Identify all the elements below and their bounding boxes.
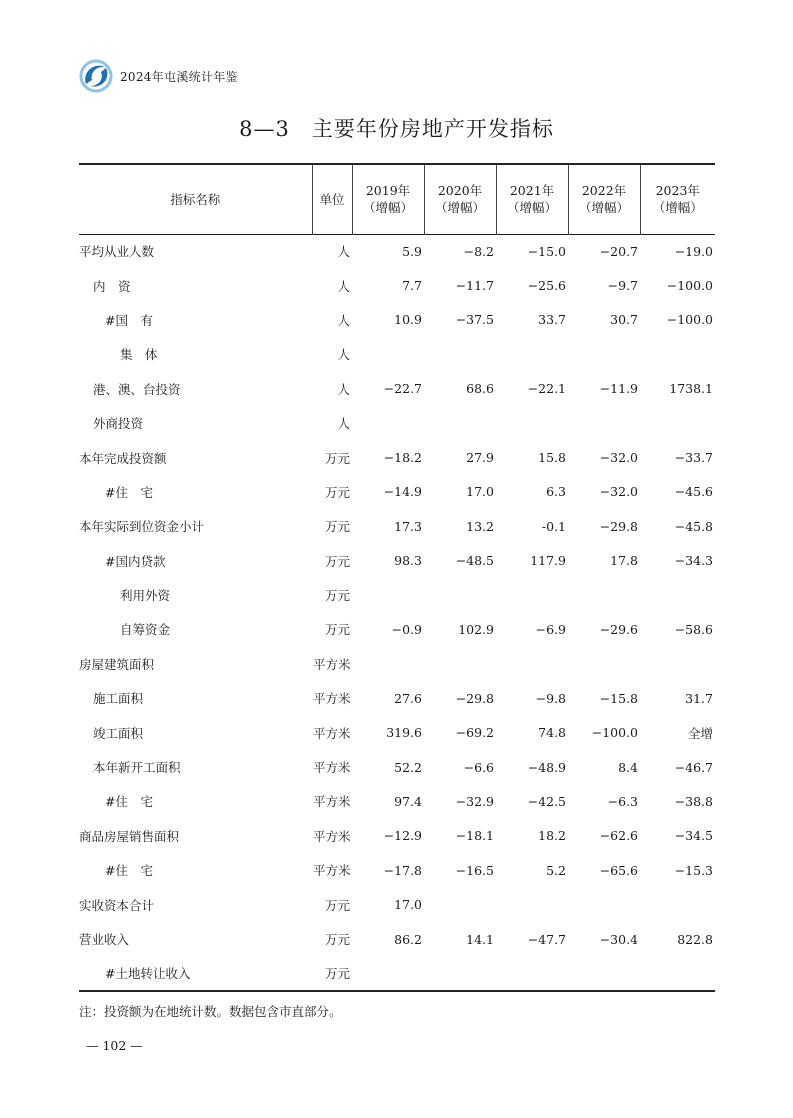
value-cell: −6.6 xyxy=(463,759,494,775)
indicator-name: 平均从业人数 xyxy=(79,244,155,260)
indicator-name: 自筹资金 xyxy=(120,622,171,638)
yearbook-title: 2024年屯溪统计年鉴 xyxy=(120,69,238,84)
value-cell: −29.8 xyxy=(455,690,494,706)
value-cell xyxy=(424,647,496,681)
indicator-name: 本年完成投资额 xyxy=(79,450,167,466)
table-row xyxy=(79,372,715,406)
indicator-name: 集 体 xyxy=(120,347,158,363)
value-cell: −9.8 xyxy=(535,690,566,706)
indicator-name: #住 宅 xyxy=(105,863,153,879)
indicator-name: 内 资 xyxy=(93,278,131,294)
value-cell: −32.0 xyxy=(599,450,638,466)
value-cell: 14.1 xyxy=(466,931,494,947)
value-cell: −11.7 xyxy=(455,278,494,294)
value-cell: −19.0 xyxy=(674,243,713,259)
column-header xyxy=(424,164,496,234)
value-cell: −15.3 xyxy=(674,862,713,878)
value-cell: 68.6 xyxy=(466,381,494,397)
value-cell: −65.6 xyxy=(599,862,638,878)
value-cell xyxy=(352,578,424,612)
value-cell xyxy=(568,956,640,990)
value-cell xyxy=(424,578,496,612)
indicator-unit: 万元 xyxy=(324,588,350,604)
value-cell: 33.7 xyxy=(538,312,566,328)
indicator-name: #国 有 xyxy=(105,312,153,328)
indicator-unit: 万元 xyxy=(324,519,350,535)
indicator-unit: 平方米 xyxy=(313,760,351,776)
column-header-label: 2020年 xyxy=(437,183,483,199)
indicator-name: 本年新开工面积 xyxy=(93,760,181,776)
value-cell xyxy=(496,887,568,921)
table-row xyxy=(79,750,715,784)
value-cell: −29.6 xyxy=(599,621,638,637)
value-cell: 74.8 xyxy=(538,725,566,741)
value-cell xyxy=(496,578,568,612)
value-cell xyxy=(496,406,568,440)
indicator-unit: 万元 xyxy=(324,484,350,500)
value-cell: −38.8 xyxy=(674,793,713,809)
indicator-name: 房屋建筑面积 xyxy=(79,656,155,672)
value-cell xyxy=(424,337,496,371)
value-cell: −12.9 xyxy=(383,828,422,844)
value-cell: −48.9 xyxy=(527,759,566,775)
indicator-unit: 万元 xyxy=(324,932,350,947)
value-cell: −62.6 xyxy=(599,828,638,844)
value-cell: 17.3 xyxy=(394,518,422,534)
value-cell: −30.4 xyxy=(599,931,638,947)
value-cell: −9.7 xyxy=(607,278,638,294)
value-cell: 10.9 xyxy=(394,312,422,328)
value-cell: −0.9 xyxy=(391,621,422,637)
table-row xyxy=(79,406,715,440)
value-cell: −48.5 xyxy=(455,553,494,569)
indicator-unit: 平方米 xyxy=(313,794,351,810)
value-cell: −100.0 xyxy=(591,725,638,741)
value-cell: −34.3 xyxy=(674,553,713,569)
table-note: 注：投资额为在地统计数。数据包含市直部分。 xyxy=(79,1004,342,1019)
value-cell xyxy=(640,887,715,921)
value-cell: −17.8 xyxy=(383,862,422,878)
table-header xyxy=(79,164,715,234)
value-cell: −58.6 xyxy=(674,621,713,637)
value-cell xyxy=(496,647,568,681)
value-cell: 5.2 xyxy=(546,862,566,878)
value-cell: 17.0 xyxy=(466,484,494,500)
value-cell: −33.7 xyxy=(674,450,713,466)
table-row xyxy=(79,681,715,715)
value-cell: 5.9 xyxy=(402,243,422,259)
value-cell: −32.0 xyxy=(599,484,638,500)
column-header-sublabel: （增幅） xyxy=(506,200,557,216)
value-cell: 全增 xyxy=(687,725,713,741)
value-cell xyxy=(640,406,715,440)
value-cell: −25.6 xyxy=(527,278,566,294)
indicator-name: 营业收入 xyxy=(79,932,130,947)
value-cell: −42.5 xyxy=(527,793,566,809)
value-cell: 98.3 xyxy=(394,553,422,569)
indicator-unit: 人 xyxy=(337,347,350,363)
table-row xyxy=(79,887,715,921)
table-row xyxy=(79,956,715,990)
value-cell xyxy=(568,647,640,681)
value-cell: −100.0 xyxy=(666,278,713,294)
table-row xyxy=(79,715,715,749)
value-cell: −29.8 xyxy=(599,518,638,534)
value-cell: 319.6 xyxy=(386,725,422,741)
value-cell xyxy=(496,337,568,371)
value-cell: 27.9 xyxy=(466,450,494,466)
value-cell: −11.9 xyxy=(599,381,638,397)
yearbook-logo-icon xyxy=(78,58,114,94)
table-row xyxy=(79,578,715,612)
table-row xyxy=(79,303,715,337)
value-cell: 17.8 xyxy=(610,553,638,569)
page-title: 8—3 主要年份房地产开发指标 xyxy=(239,117,554,141)
value-cell: −47.7 xyxy=(527,931,566,947)
indicator-unit: 万元 xyxy=(324,622,350,638)
value-cell: -0.1 xyxy=(541,518,566,534)
indicator-name: 本年实际到位资金小计 xyxy=(79,519,205,535)
indicator-name: 外商投资 xyxy=(93,416,144,432)
value-cell: 86.2 xyxy=(394,931,422,947)
value-cell xyxy=(640,956,715,990)
value-cell: 7.7 xyxy=(402,278,422,294)
value-cell xyxy=(640,578,715,612)
value-cell: −34.5 xyxy=(674,828,713,844)
column-header-sublabel: （增幅） xyxy=(362,200,413,216)
value-cell: −6.9 xyxy=(535,621,566,637)
indicator-unit: 平方米 xyxy=(313,863,351,879)
indicator-unit: 人 xyxy=(337,244,350,260)
indicator-name: 施工面积 xyxy=(93,691,144,707)
table-row xyxy=(79,337,715,371)
column-header xyxy=(79,164,312,234)
table-row xyxy=(79,544,715,578)
value-cell xyxy=(496,956,568,990)
value-cell: −22.7 xyxy=(383,381,422,397)
value-cell xyxy=(352,647,424,681)
column-header-sublabel: （增幅） xyxy=(652,200,703,216)
value-cell: 17.0 xyxy=(394,897,422,913)
table-row xyxy=(79,440,715,474)
column-header-label: 2022年 xyxy=(581,183,627,199)
value-cell: 31.7 xyxy=(685,690,713,706)
indicator-unit: 人 xyxy=(337,312,350,328)
column-header-label: 2021年 xyxy=(509,183,555,199)
indicator-unit: 万元 xyxy=(324,897,350,913)
indicator-name: #住 宅 xyxy=(105,484,153,500)
value-cell: 117.9 xyxy=(530,553,566,569)
indicator-name: 利用外资 xyxy=(120,588,171,604)
column-header-label: 2023年 xyxy=(655,183,700,199)
value-cell: −37.5 xyxy=(455,312,494,328)
indicator-name: #住 宅 xyxy=(105,794,153,810)
column-header xyxy=(640,164,715,234)
table-row xyxy=(79,922,715,956)
page-number: — 102 — xyxy=(86,1038,143,1053)
indicator-name: #国内贷款 xyxy=(105,553,166,569)
value-cell: 8.4 xyxy=(618,759,638,775)
column-header xyxy=(496,164,568,234)
indicator-unit: 人 xyxy=(337,278,350,294)
indicator-unit: 万元 xyxy=(324,553,350,569)
table-row xyxy=(79,509,715,543)
header-row xyxy=(79,164,715,234)
value-cell xyxy=(568,887,640,921)
table-row xyxy=(79,268,715,302)
value-cell: 97.4 xyxy=(394,793,422,809)
value-cell: 6.3 xyxy=(546,484,566,500)
value-cell: 15.8 xyxy=(538,450,566,466)
indicator-unit: 万元 xyxy=(324,965,350,981)
value-cell: −100.0 xyxy=(666,312,713,328)
table-row xyxy=(79,647,715,681)
indicator-name: #土地转让收入 xyxy=(105,965,191,981)
value-cell xyxy=(424,406,496,440)
column-header-label: 单位 xyxy=(319,191,345,207)
table-row xyxy=(79,853,715,887)
value-cell: 52.2 xyxy=(394,759,422,775)
value-cell: −22.1 xyxy=(527,381,566,397)
indicator-unit: 平方米 xyxy=(313,691,351,707)
value-cell xyxy=(640,337,715,371)
value-cell: −46.7 xyxy=(674,759,713,775)
value-cell: −14.9 xyxy=(383,484,422,500)
value-cell xyxy=(568,406,640,440)
indicator-unit: 平方米 xyxy=(313,725,351,741)
indicator-unit: 万元 xyxy=(324,450,350,466)
table-row xyxy=(79,612,715,646)
value-cell: −15.8 xyxy=(599,690,638,706)
column-header-label: 指标名称 xyxy=(170,191,221,207)
value-cell: 30.7 xyxy=(610,312,638,328)
value-cell xyxy=(352,956,424,990)
indicator-unit: 平方米 xyxy=(313,828,351,844)
column-header xyxy=(312,164,352,234)
value-cell: −15.0 xyxy=(527,243,566,259)
table-row xyxy=(79,475,715,509)
value-cell: −69.2 xyxy=(455,725,494,741)
indicator-table xyxy=(79,163,715,992)
value-cell: 18.2 xyxy=(538,828,566,844)
value-cell xyxy=(640,647,715,681)
value-cell: −45.8 xyxy=(674,518,713,534)
indicator-unit: 人 xyxy=(337,381,350,397)
indicator-name: 实收资本合计 xyxy=(79,897,155,913)
table-row xyxy=(79,819,715,853)
value-cell xyxy=(424,956,496,990)
indicator-name: 竣工面积 xyxy=(93,725,144,741)
table-row xyxy=(79,234,715,268)
column-header-sublabel: （增幅） xyxy=(578,200,629,216)
indicator-table-container xyxy=(79,163,715,992)
column-header xyxy=(568,164,640,234)
value-cell: −6.3 xyxy=(607,793,638,809)
value-cell: −18.2 xyxy=(383,450,422,466)
value-cell xyxy=(424,887,496,921)
value-cell: 13.2 xyxy=(466,518,494,534)
table-body xyxy=(79,234,715,991)
value-cell: −16.5 xyxy=(455,862,494,878)
indicator-name: 港、澳、台投资 xyxy=(93,381,181,397)
column-header-label: 2019年 xyxy=(365,183,411,199)
value-cell xyxy=(352,337,424,371)
indicator-name: 商品房屋销售面积 xyxy=(79,828,180,844)
column-header xyxy=(352,164,424,234)
value-cell: −18.1 xyxy=(455,828,494,844)
value-cell: 822.8 xyxy=(677,931,713,947)
value-cell xyxy=(568,337,640,371)
value-cell: −32.9 xyxy=(455,793,494,809)
value-cell: 27.6 xyxy=(394,690,422,706)
table-row xyxy=(79,784,715,818)
value-cell: 102.9 xyxy=(458,621,494,637)
value-cell: −45.6 xyxy=(674,484,713,500)
value-cell xyxy=(352,406,424,440)
value-cell xyxy=(568,578,640,612)
value-cell: −20.7 xyxy=(599,243,638,259)
value-cell: 1738.1 xyxy=(669,381,713,397)
value-cell: −8.2 xyxy=(463,243,494,259)
indicator-unit: 平方米 xyxy=(313,656,351,672)
indicator-unit: 人 xyxy=(337,416,350,432)
column-header-sublabel: （增幅） xyxy=(434,200,485,216)
page-header xyxy=(78,58,238,94)
